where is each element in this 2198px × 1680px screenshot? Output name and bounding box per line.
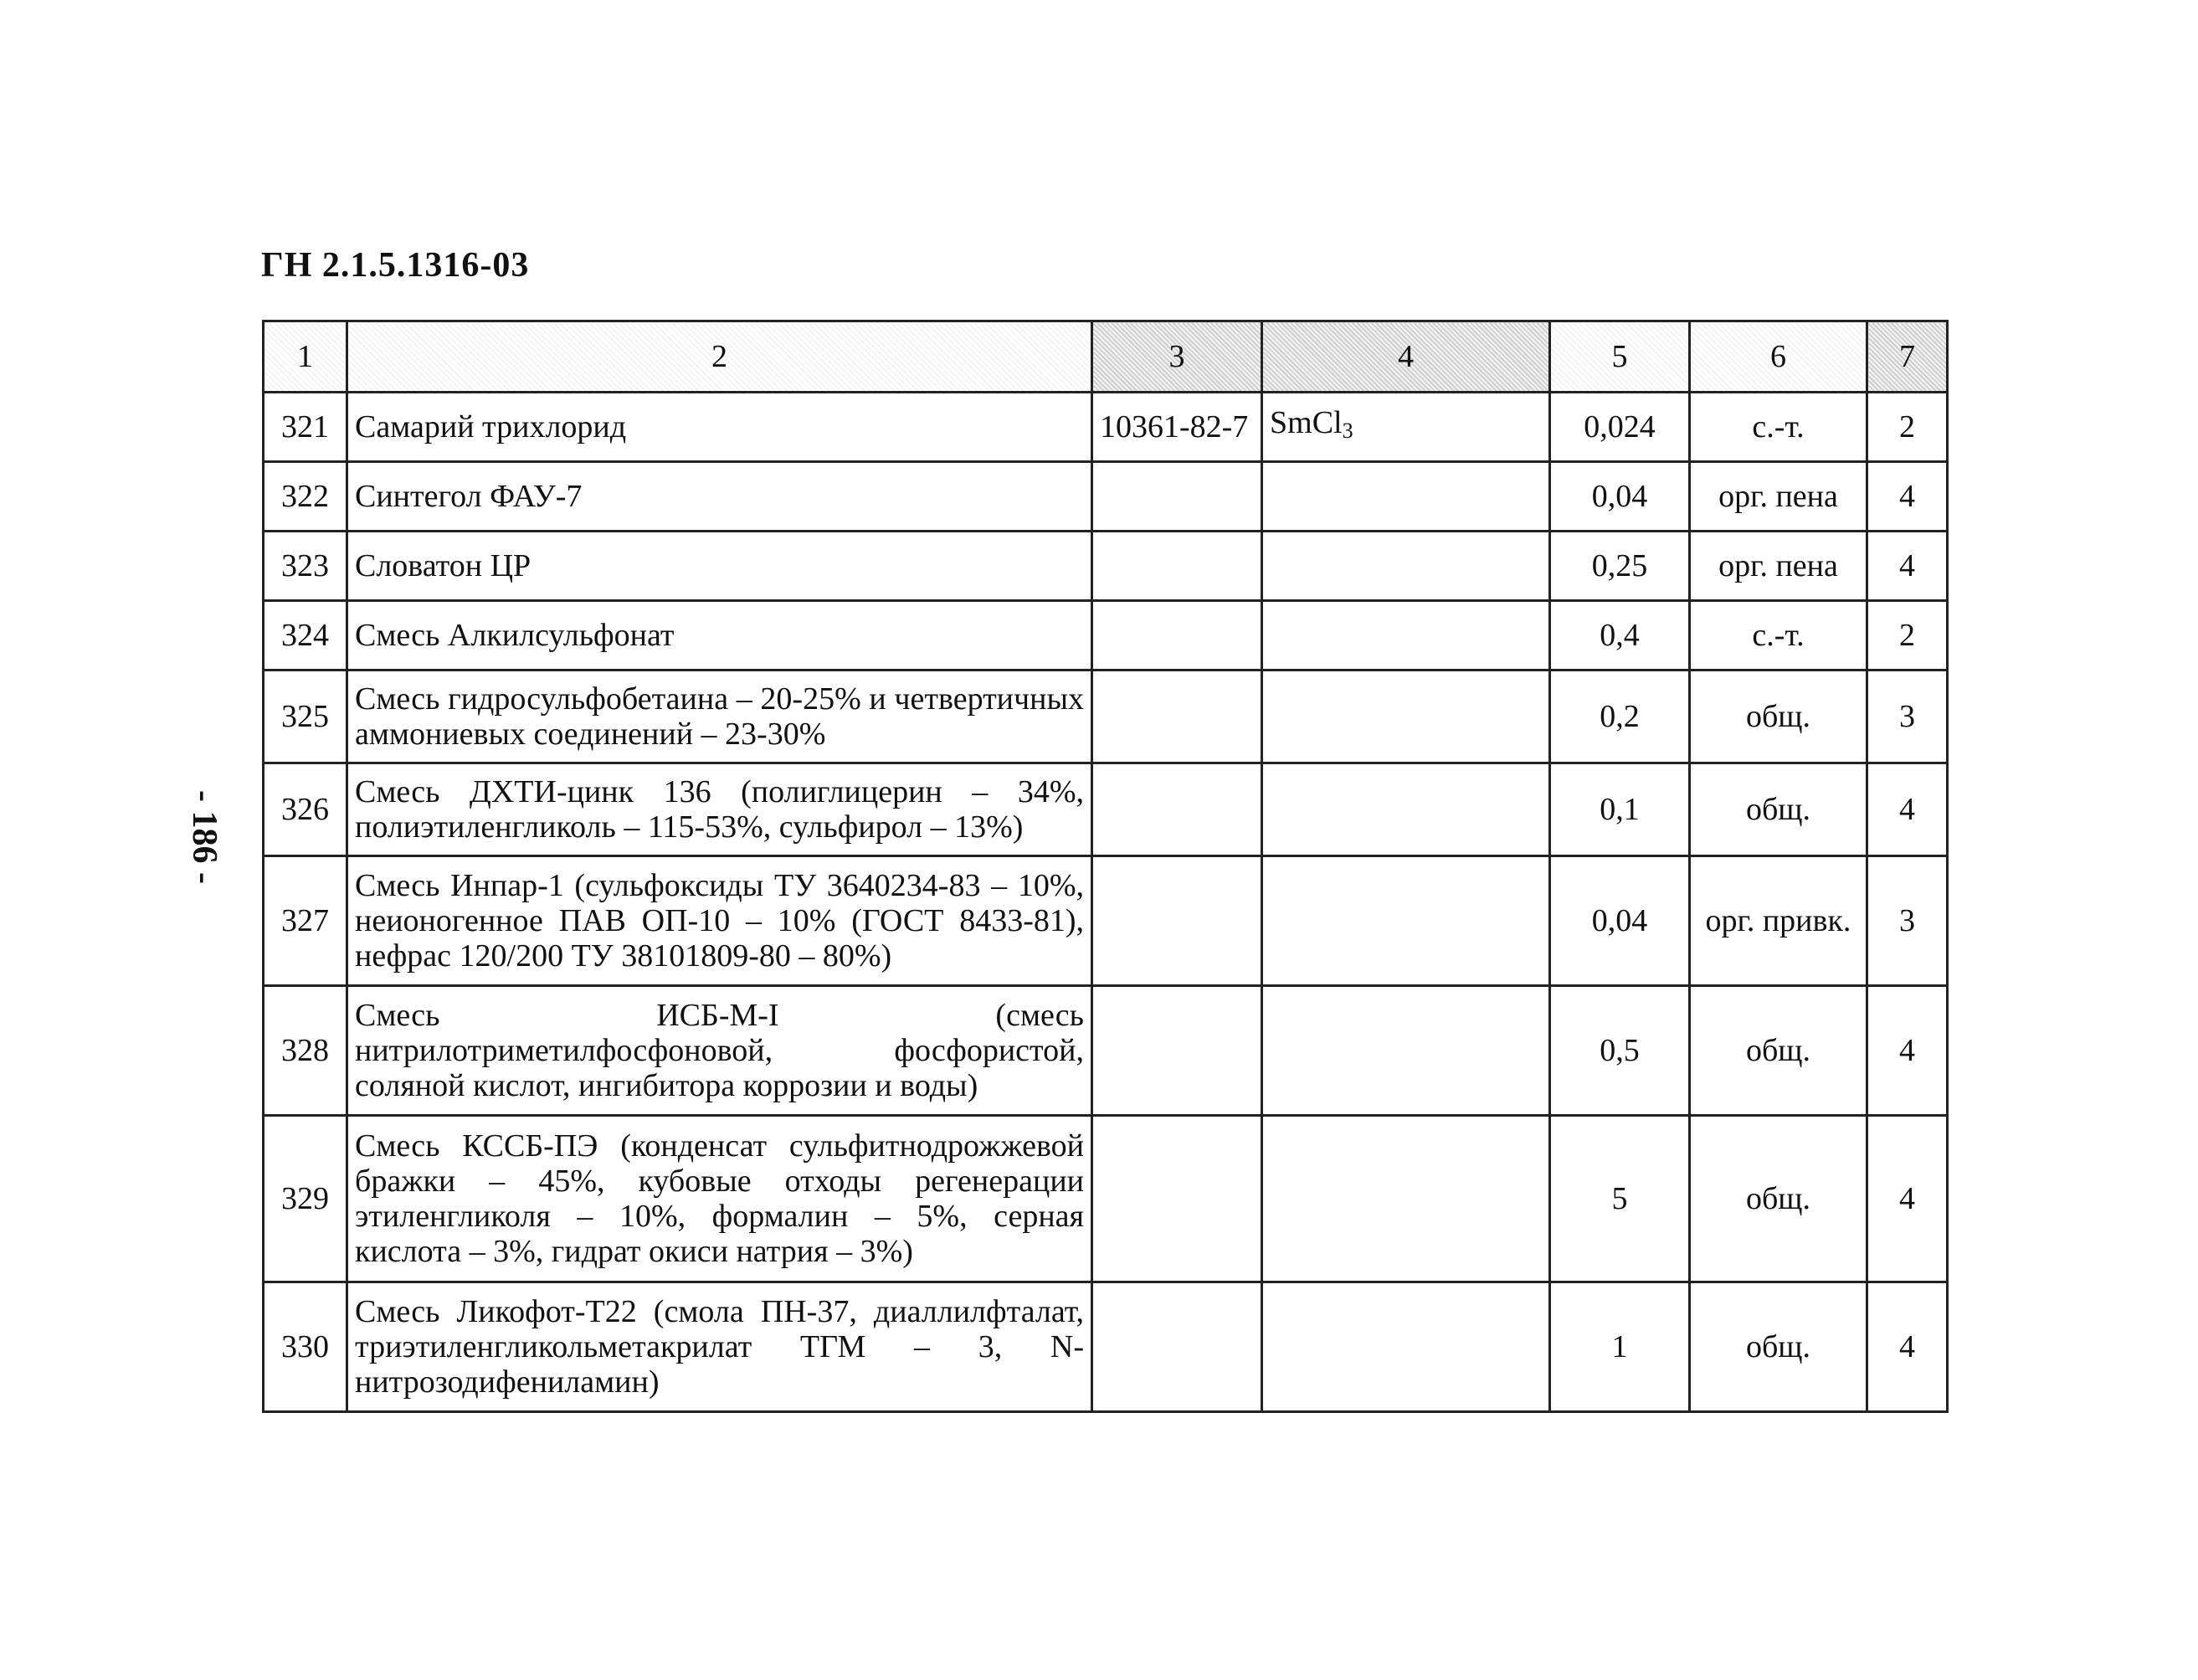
harm-sign: орг. пена bbox=[1690, 462, 1867, 532]
row-number: 322 bbox=[264, 462, 347, 532]
table-row bbox=[264, 393, 1948, 462]
harm-sign: общ. bbox=[1690, 1282, 1867, 1412]
limit-value: 0,5 bbox=[1550, 986, 1690, 1116]
column-header-1: 1 bbox=[264, 321, 347, 393]
hazard-class: 2 bbox=[1867, 393, 1948, 462]
row-number: 327 bbox=[264, 856, 347, 986]
row-number: 326 bbox=[264, 763, 347, 856]
column-header-5: 5 bbox=[1550, 321, 1690, 393]
cas-number bbox=[1092, 670, 1262, 763]
hazard-class: 4 bbox=[1867, 1282, 1948, 1412]
cas-number: 10361-82-7 bbox=[1092, 393, 1262, 462]
table-row bbox=[264, 986, 1948, 1116]
row-number: 328 bbox=[264, 986, 347, 1116]
cas-number bbox=[1092, 532, 1262, 601]
limit-value: 0,1 bbox=[1550, 763, 1690, 856]
harm-sign: общ. bbox=[1690, 670, 1867, 763]
substance-name: Смесь гидросульфобетаина – 20-25% и четвертичных аммониевых соединений – 23-30% bbox=[347, 670, 1092, 763]
limit-value: 5 bbox=[1550, 1116, 1690, 1282]
chemical-formula bbox=[1262, 393, 1550, 462]
substance-name: Смесь ИСБ-М-I (смесь нитрилотриметилфосфоновой, фосфористой, соляной кислот, ингибитора коррозии и воды) bbox=[347, 986, 1092, 1116]
formula-base: SmCl bbox=[1270, 405, 1343, 440]
row-number: 324 bbox=[264, 601, 347, 670]
harm-sign: общ. bbox=[1690, 763, 1867, 856]
limit-value: 0,2 bbox=[1550, 670, 1690, 763]
hazard-class: 3 bbox=[1867, 856, 1948, 986]
chemical-formula bbox=[1262, 1116, 1550, 1282]
cas-number bbox=[1092, 1282, 1262, 1412]
substance-name: Смесь Инпар-1 (сульфоксиды ТУ 3640234-83 – 10%, неионогенное ПАВ ОП-10 – 10% (ГОСТ 8433-81), нефрас 120/200 ТУ 38101809-80 – 80%) bbox=[347, 856, 1092, 986]
limit-value: 0,04 bbox=[1550, 856, 1690, 986]
table-row bbox=[264, 1282, 1948, 1412]
column-header-3: 3 bbox=[1092, 321, 1262, 393]
harm-sign: с.-т. bbox=[1690, 393, 1867, 462]
harm-sign: общ. bbox=[1690, 1116, 1867, 1282]
harm-sign: с.-т. bbox=[1690, 601, 1867, 670]
document-title: ГН 2.1.5.1316-03 bbox=[261, 246, 530, 285]
table-row bbox=[264, 601, 1948, 670]
limit-value: 0,25 bbox=[1550, 532, 1690, 601]
harm-sign: орг. пена bbox=[1690, 532, 1867, 601]
hazard-class: 4 bbox=[1867, 532, 1948, 601]
page-number: - 186 - bbox=[185, 790, 223, 884]
limit-value: 1 bbox=[1550, 1282, 1690, 1412]
cas-number bbox=[1092, 462, 1262, 532]
substance-name: Смесь Алкилсульфонат bbox=[347, 601, 1092, 670]
limit-value: 0,04 bbox=[1550, 462, 1690, 532]
substance-name: Смесь Ликофот-Т22 (смола ПН-37, диаллилфталат, триэтиленгликольметакрилат ТГМ – 3, N-нитрозодифениламин) bbox=[347, 1282, 1092, 1412]
hazard-class: 4 bbox=[1867, 986, 1948, 1116]
substance-name: Самарий трихлорид bbox=[347, 393, 1092, 462]
chemical-formula bbox=[1262, 856, 1550, 986]
substance-name: Синтегол ФАУ-7 bbox=[347, 462, 1092, 532]
cas-number bbox=[1092, 601, 1262, 670]
substance-name: Смесь КССБ-ПЭ (конденсат сульфитнодрожжевой бражки – 45%, кубовые отходы регенерации этиленгликоля – 10%, формалин – 5%, серная кислота – 3%, гидрат окиси натрия – 3%) bbox=[347, 1116, 1092, 1282]
row-number: 325 bbox=[264, 670, 347, 763]
table-row bbox=[264, 856, 1948, 986]
hazard-class: 4 bbox=[1867, 462, 1948, 532]
table-header-row bbox=[264, 321, 1948, 393]
chemical-formula bbox=[1262, 986, 1550, 1116]
table-row bbox=[264, 1116, 1948, 1282]
substance-name: Словатон ЦР bbox=[347, 532, 1092, 601]
hazard-class: 4 bbox=[1867, 1116, 1948, 1282]
substances-table bbox=[262, 320, 1949, 1413]
hazard-class: 2 bbox=[1867, 601, 1948, 670]
cas-number bbox=[1092, 1116, 1262, 1282]
row-number: 323 bbox=[264, 532, 347, 601]
chemical-formula bbox=[1262, 763, 1550, 856]
column-header-7: 7 bbox=[1867, 321, 1948, 393]
table-row bbox=[264, 532, 1948, 601]
column-header-2: 2 bbox=[347, 321, 1092, 393]
limit-value: 0,024 bbox=[1550, 393, 1690, 462]
cas-number bbox=[1092, 856, 1262, 986]
hazard-class: 4 bbox=[1867, 763, 1948, 856]
column-header-4: 4 bbox=[1262, 321, 1550, 393]
formula-subscript: 3 bbox=[1342, 419, 1353, 443]
table-row bbox=[264, 670, 1948, 763]
row-number: 329 bbox=[264, 1116, 347, 1282]
chemical-formula bbox=[1262, 462, 1550, 532]
column-header-6: 6 bbox=[1690, 321, 1867, 393]
chemical-formula bbox=[1262, 670, 1550, 763]
chemical-formula bbox=[1262, 532, 1550, 601]
chemical-formula bbox=[1262, 601, 1550, 670]
harm-sign: общ. bbox=[1690, 986, 1867, 1116]
cas-number bbox=[1092, 986, 1262, 1116]
row-number: 330 bbox=[264, 1282, 347, 1412]
limit-value: 0,4 bbox=[1550, 601, 1690, 670]
hazard-class: 3 bbox=[1867, 670, 1948, 763]
table-row bbox=[264, 763, 1948, 856]
harm-sign: орг. привк. bbox=[1690, 856, 1867, 986]
chemical-formula bbox=[1262, 1282, 1550, 1412]
row-number: 321 bbox=[264, 393, 347, 462]
substance-name: Смесь ДХТИ-цинк 136 (полиглицерин – 34%, полиэтиленгликоль – 115-53%, сульфирол – 13%) bbox=[347, 763, 1092, 856]
table-row bbox=[264, 462, 1948, 532]
cas-number bbox=[1092, 763, 1262, 856]
